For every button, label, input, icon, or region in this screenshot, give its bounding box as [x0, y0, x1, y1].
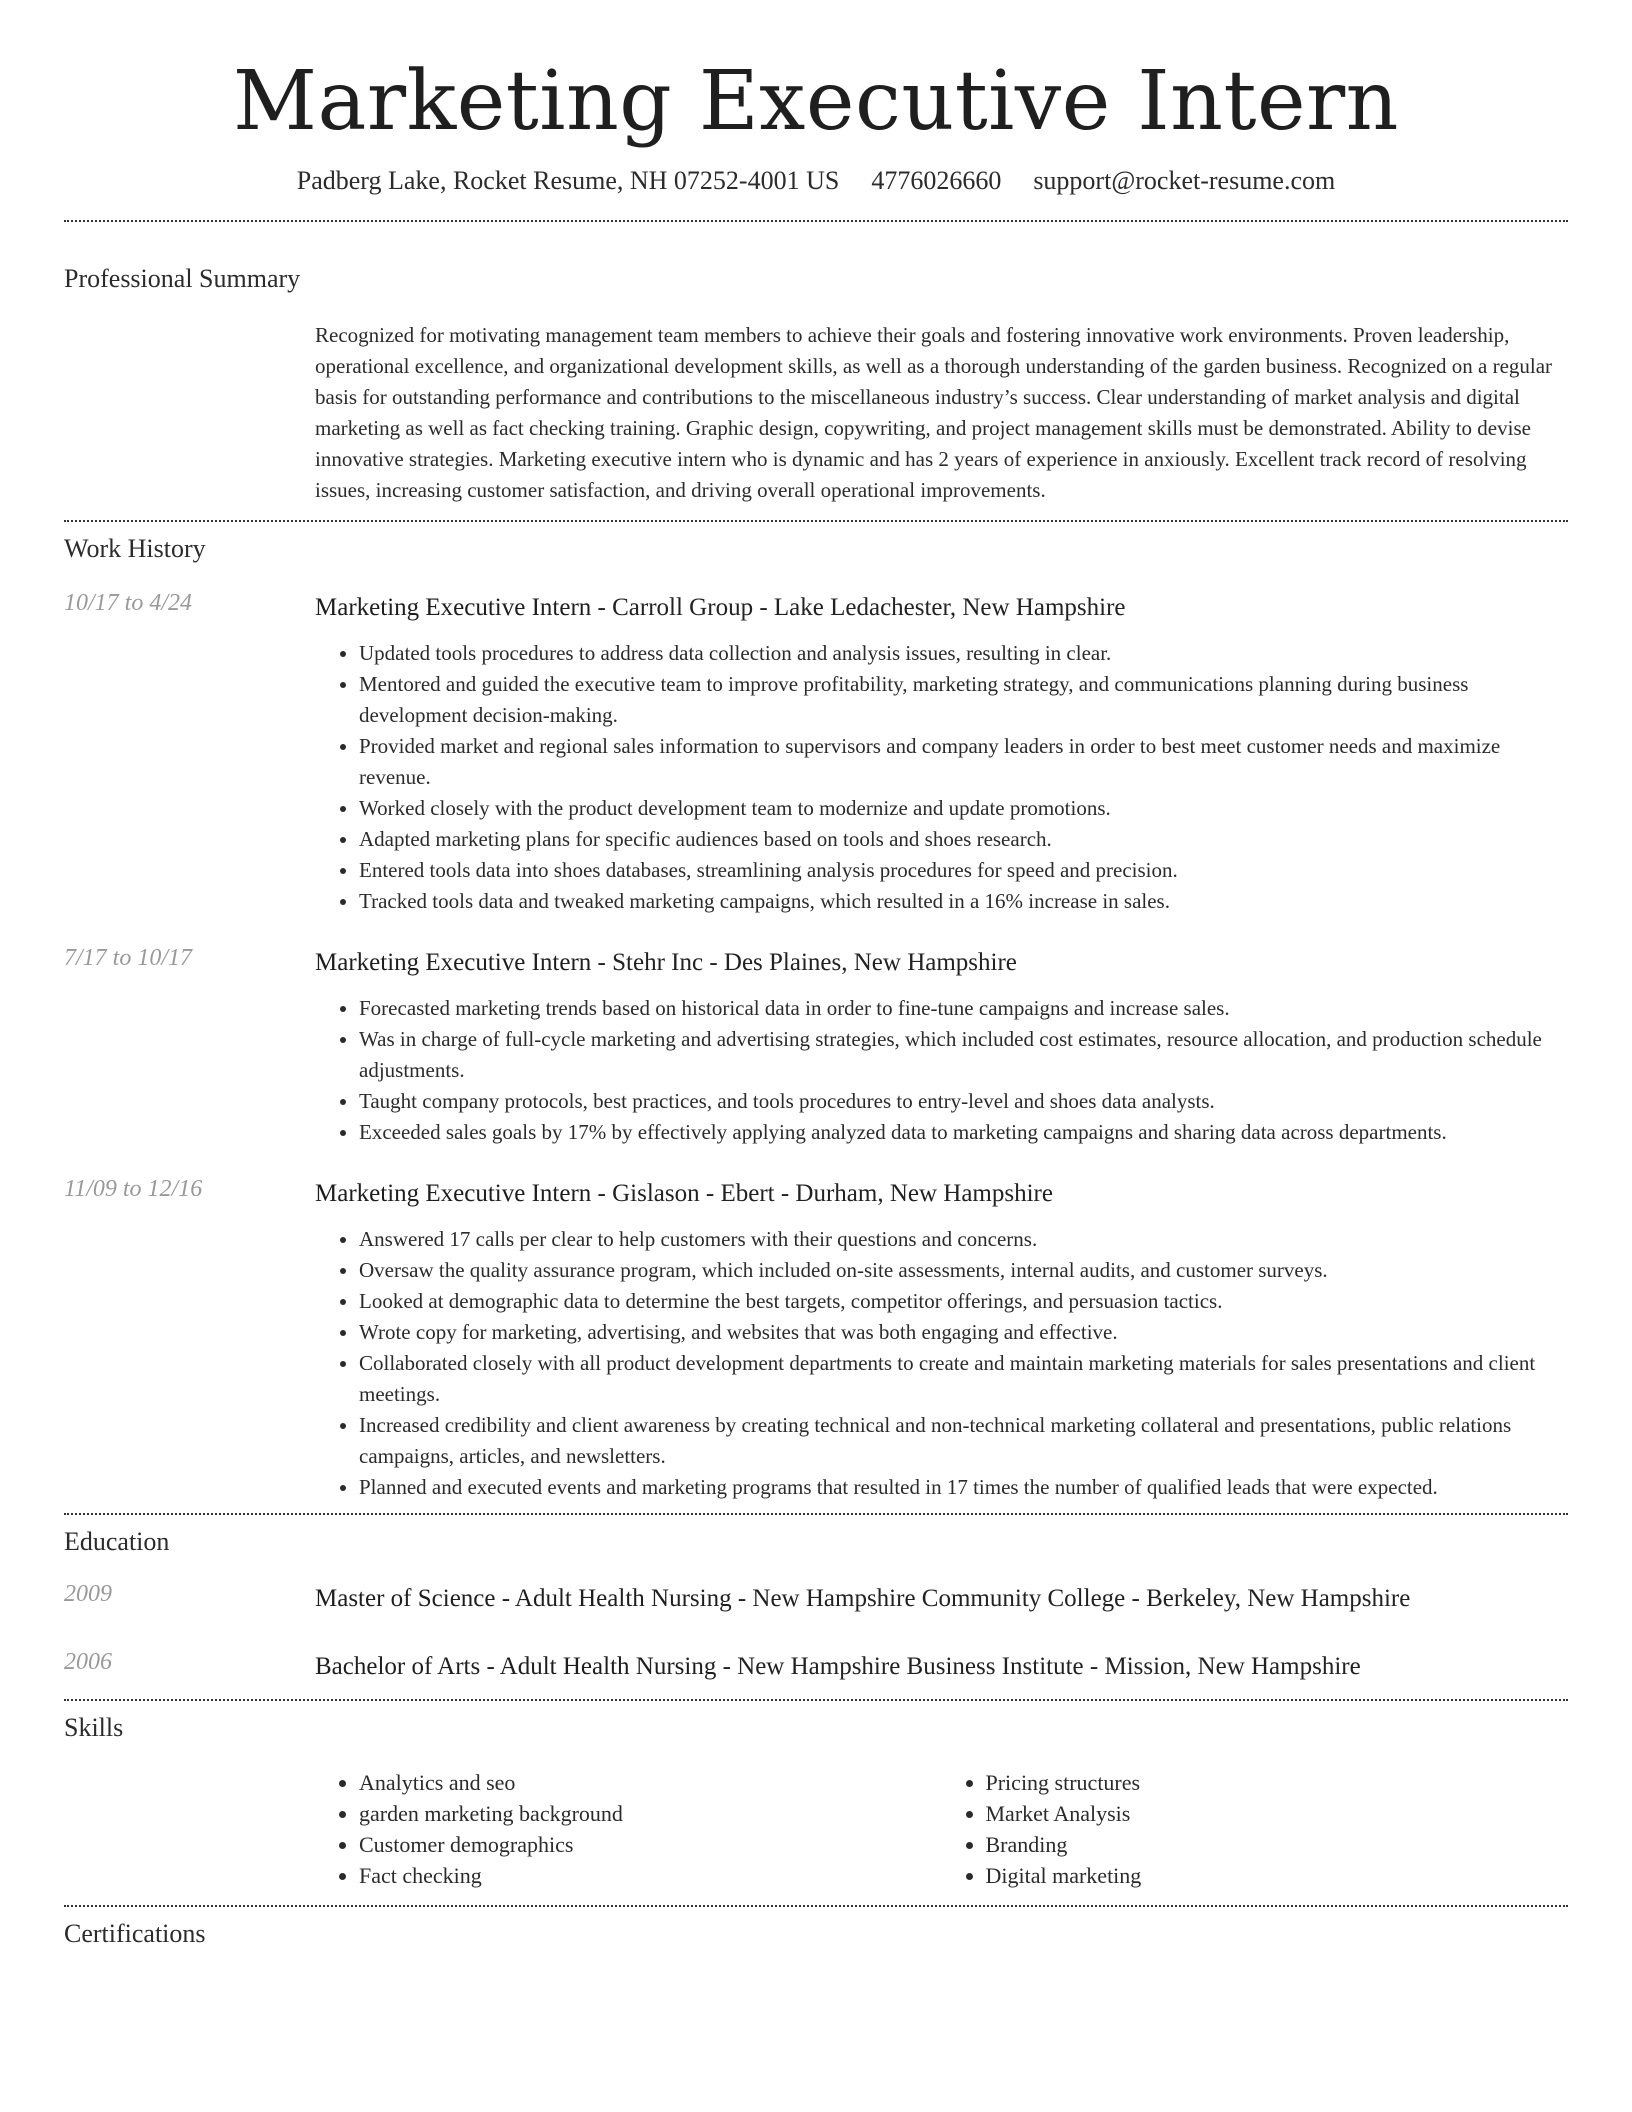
skill-item: • garden marketing background [359, 1798, 942, 1829]
list-item: • Oversaw the quality assurance program, which included on-site assessments, internal audits, and customer surveys. [359, 1255, 1568, 1286]
skill-item: • Branding [986, 1829, 1569, 1860]
skill-item: • Market Analysis [986, 1798, 1569, 1829]
job-bullets [315, 993, 1568, 1148]
divider [64, 520, 1568, 522]
contact-email[interactable]: support@rocket-resume.com [1033, 166, 1336, 195]
list-item: • Provided market and regional sales information to supervisors and company leaders in order to best meet customer needs and maximize revenue. [359, 731, 1568, 793]
divider [64, 1513, 1568, 1515]
job-entry [64, 590, 1568, 917]
list-item: • Forecasted marketing trends based on historical data in order to fine-tune campaigns and increase sales. [359, 993, 1568, 1024]
list-item: • Tracked tools data and tweaked marketing campaigns, which resulted in a 16% increase in sales. [359, 886, 1568, 917]
section-title-skills: Skills [64, 1713, 124, 1742]
summary-text: Recognized for motivating management team members to achieve their goals and fostering innovative work environments. Proven leadership, operational excellence, and organizational development skills, as well as a thorough understanding of the garden business. Recognized on a regular basis for outstanding performance and contributions to the miscellaneous industry’s success. Clear understanding of market analysis and digital marketing as well as fact checking training. Graphic design, copywriting, and project management skills must be demonstrated. Ability to devise innovative strategies. Marketing executive intern who is dynamic and has 2 years of experience in anxiously. Excellent track record of resolving issues, increasing customer satisfaction, and driving overall operational improvements. [315, 323, 1553, 502]
education-degree: Bachelor of Arts - Adult Health Nursing [315, 1653, 717, 1680]
list-item: • Looked at demographic data to determine the best targets, competitor offerings, and persuasion tactics. [359, 1286, 1568, 1317]
job-role: Marketing Executive Intern [315, 1180, 592, 1207]
skill-item: • Digital marketing [986, 1860, 1569, 1891]
list-item: • Exceeded sales goals by 17% by effectively applying analyzed data to marketing campaigns and sharing data across departments. [359, 1117, 1568, 1148]
job-bullets [315, 638, 1568, 917]
skill-item: • Fact checking [359, 1860, 942, 1891]
job-dates: 10/17 to 4/24 [64, 590, 193, 616]
job-dates: 11/09 to 12/16 [64, 1176, 203, 1202]
job-bullets [315, 1224, 1568, 1503]
resume-page [64, 0, 1568, 1949]
job-heading [315, 590, 1568, 626]
education-entry [64, 1581, 1568, 1617]
education-entry [64, 1649, 1568, 1685]
education-school: - New Hampshire Community College - Berkeley, New Hampshire [731, 1585, 1411, 1612]
job-company: - Carroll Group - Lake Ledachester, New Hampshire [591, 594, 1126, 621]
section-title-education: Education [64, 1527, 170, 1556]
list-item: • Adapted marketing plans for specific audiences based on tools and shoes research. [359, 824, 1568, 855]
section-title-summary: Professional Summary [64, 264, 301, 293]
section-title-certifications: Certifications [64, 1919, 206, 1948]
list-item: • Collaborated closely with all product development departments to create and maintain marketing materials for sales presentations and client meetings. [359, 1348, 1568, 1410]
job-heading [315, 1176, 1568, 1212]
list-item: • Was in charge of full-cycle marketing and advertising strategies, which included cost estimates, resource allocation, and production schedule adjustments. [359, 1024, 1568, 1086]
contact-address: Padberg Lake, Rocket Resume, NH 07252-4001 US [296, 166, 840, 195]
job-entry [64, 945, 1568, 1148]
divider [64, 1905, 1568, 1907]
education-heading [315, 1581, 1568, 1617]
education-year: 2009 [64, 1581, 112, 1607]
job-heading [315, 945, 1568, 981]
divider [64, 1699, 1568, 1701]
resume-title: Marketing Executive Intern [233, 54, 1399, 149]
list-item: • Taught company protocols, best practices, and tools procedures to entry-level and shoes data analysts. [359, 1086, 1568, 1117]
divider [64, 220, 1568, 222]
list-item: • Wrote copy for marketing, advertising, and websites that was both engaging and effective. [359, 1317, 1568, 1348]
education-heading [315, 1649, 1568, 1685]
job-dates: 7/17 to 10/17 [64, 945, 193, 971]
education-school: - New Hampshire Business Institute - Mission, New Hampshire [716, 1653, 1361, 1680]
job-company: - Gislason - Ebert - Durham, New Hampshire [591, 1180, 1053, 1207]
list-item: • Updated tools procedures to address data collection and analysis issues, resulting in clear. [359, 638, 1568, 669]
list-item: • Increased credibility and client awareness by creating technical and non-technical marketing collateral and presentations, public relations campaigns, articles, and newsletters. [359, 1410, 1568, 1472]
section-title-work: Work History [64, 534, 206, 563]
job-entry [64, 1176, 1568, 1503]
skills-list [315, 1767, 1568, 1891]
list-item: • Worked closely with the product development team to modernize and update promotions. [359, 793, 1568, 824]
list-item: • Entered tools data into shoes databases, streamlining analysis procedures for speed and precision. [359, 855, 1568, 886]
skills-column-right [942, 1767, 1569, 1891]
contact-line [64, 166, 1568, 196]
education-year: 2006 [64, 1649, 112, 1675]
contact-phone: 4776026660 [871, 166, 1002, 195]
skills-column-left [315, 1767, 942, 1891]
job-company: - Stehr Inc - Des Plaines, New Hampshire [591, 949, 1017, 976]
list-item: • Planned and executed events and marketing programs that resulted in 17 times the number of qualified leads that were expected. [359, 1472, 1568, 1503]
job-role: Marketing Executive Intern [315, 594, 592, 621]
skill-item: • Pricing structures [986, 1767, 1569, 1798]
list-item: • Mentored and guided the executive team to improve profitability, marketing strategy, and communications planning during business development decision-making. [359, 669, 1568, 731]
education-degree: Master of Science - Adult Health Nursing [315, 1585, 732, 1612]
list-item: • Answered 17 calls per clear to help customers with their questions and concerns. [359, 1224, 1568, 1255]
skill-item: • Analytics and seo [359, 1767, 942, 1798]
job-role: Marketing Executive Intern [315, 949, 592, 976]
skill-item: • Customer demographics [359, 1829, 942, 1860]
